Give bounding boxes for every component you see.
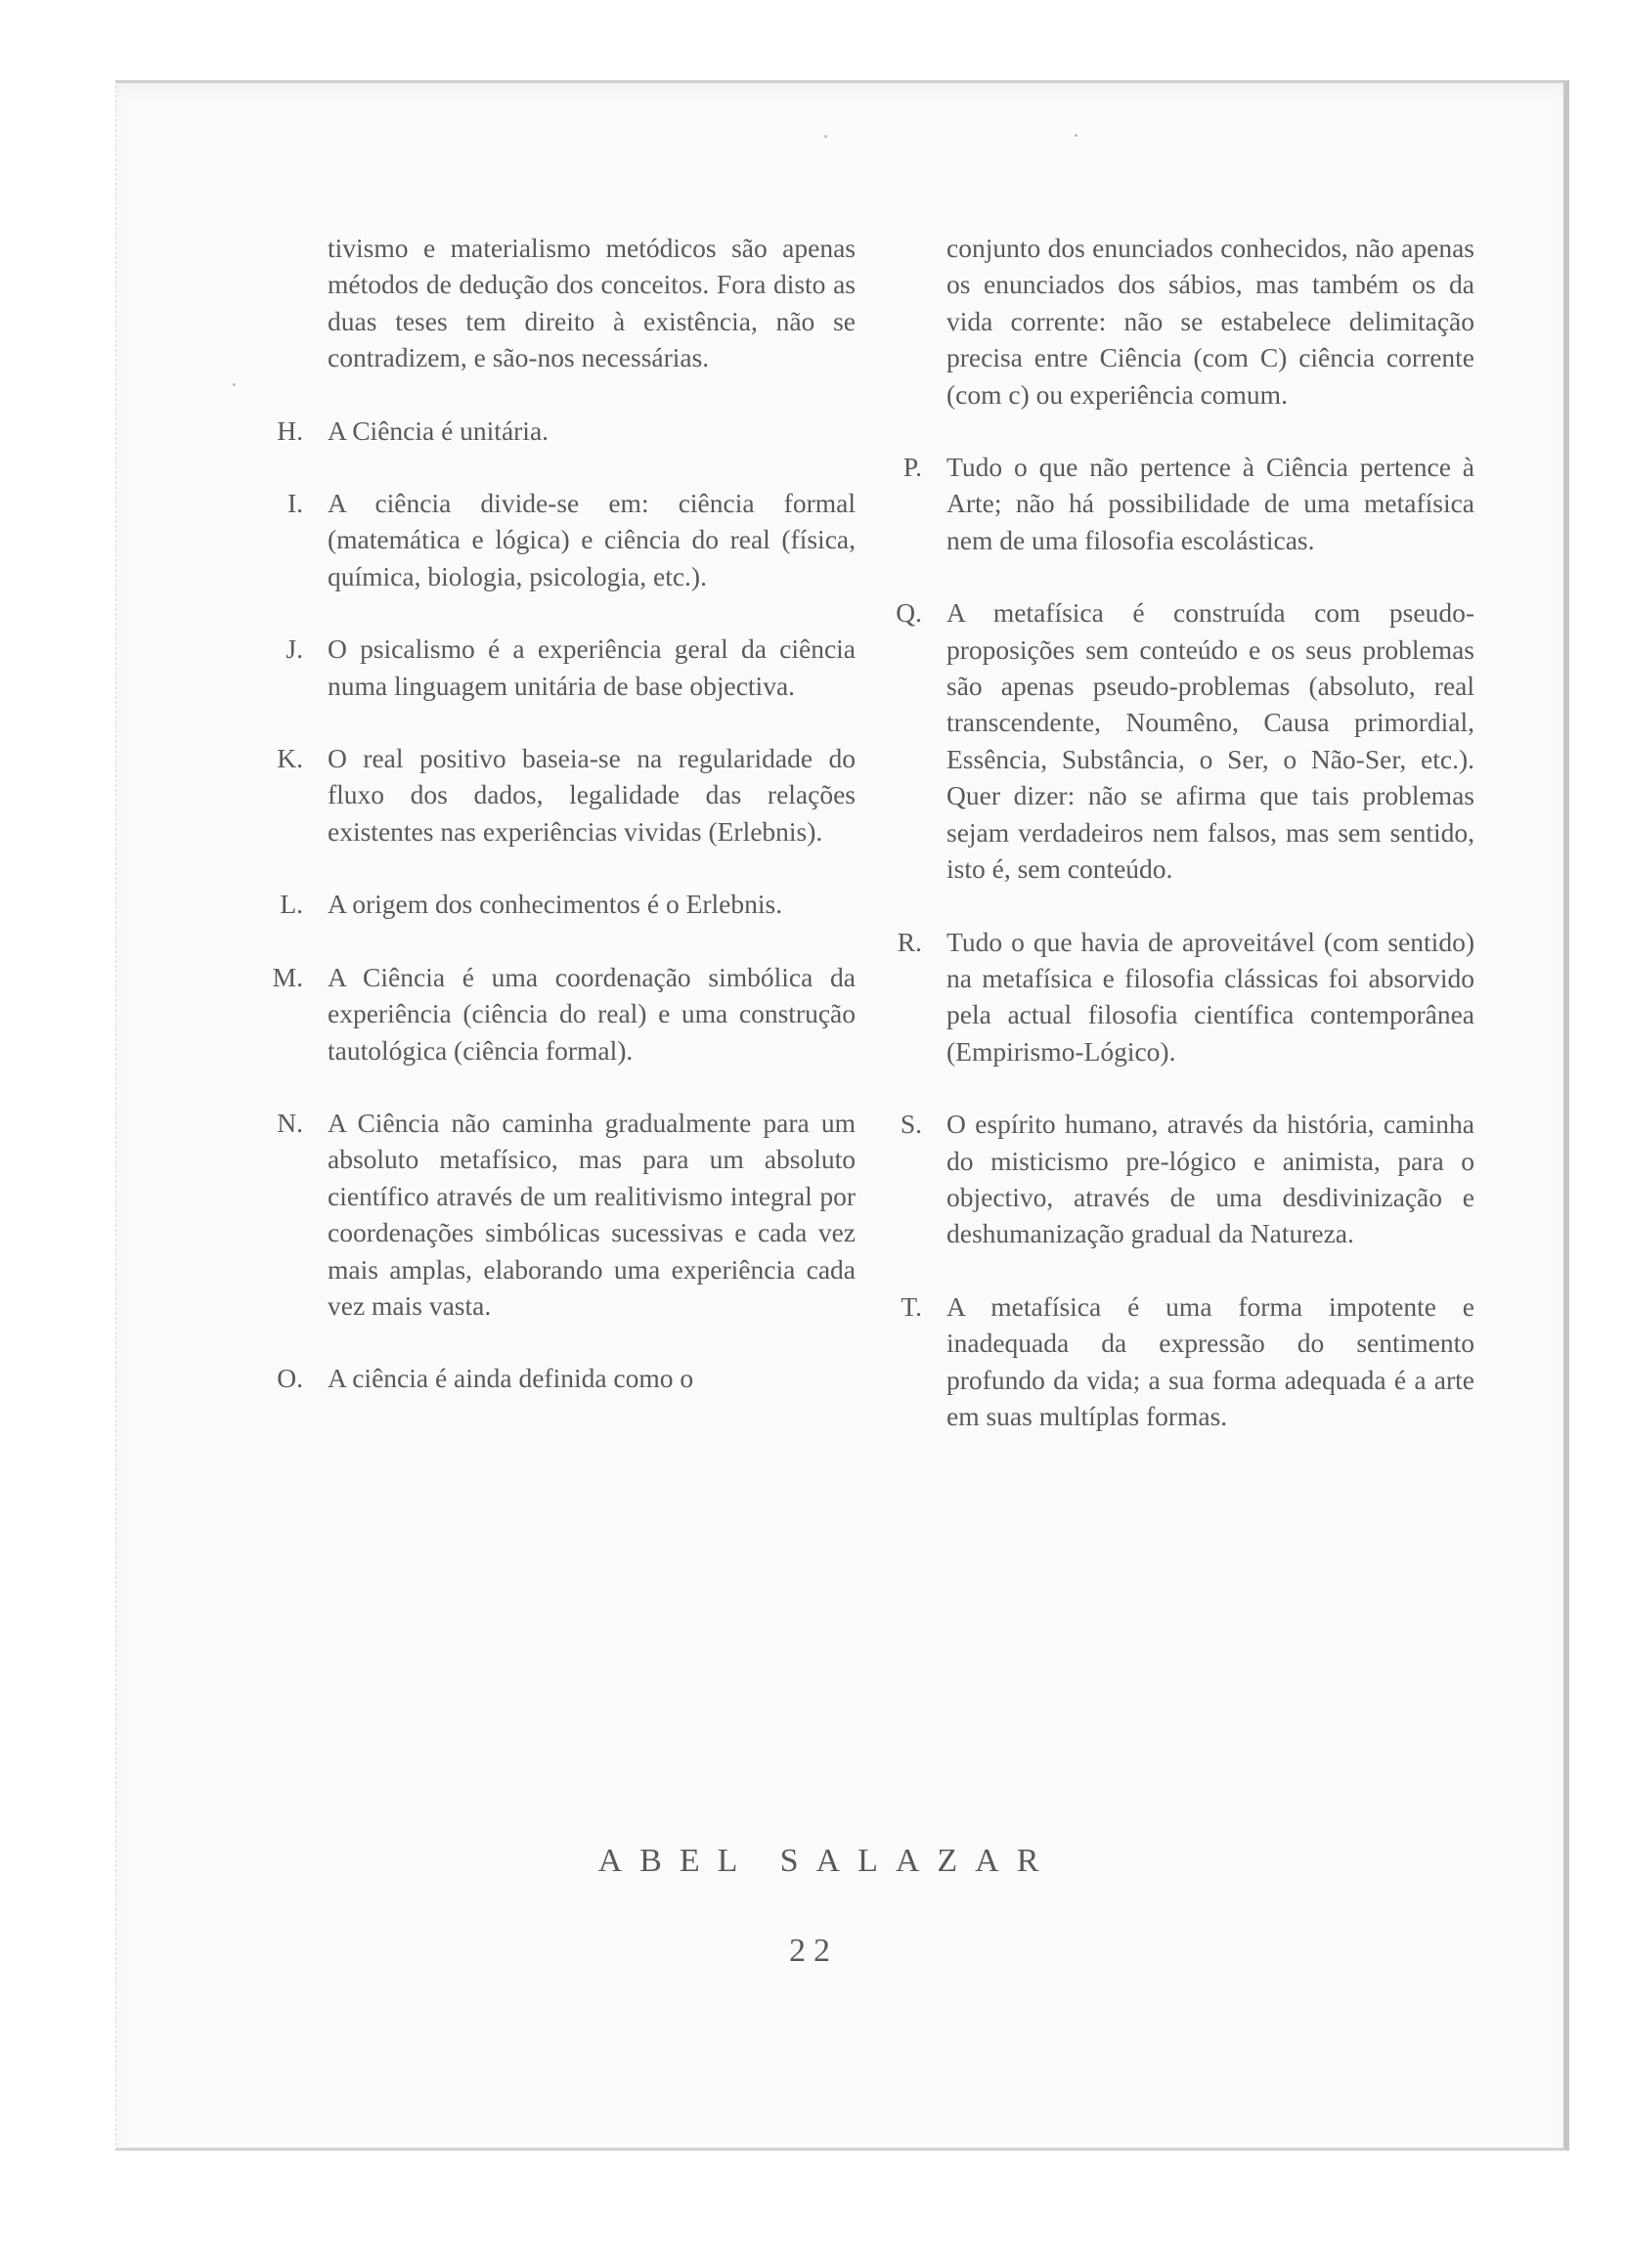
author-name: ABEL SALAZAR [597, 1843, 1057, 1879]
item-text: O espírito humano, através da história, caminha do misticismo pre-lógico e animista, para o objectivo, através de uma desdivinização e deshumanização gradual da Natureza. [946, 1109, 1474, 1249]
list-item [277, 1105, 856, 1324]
item-text: O psicalismo é a experiência geral da ciência numa linguagem unitária de base objectiva. [328, 633, 856, 701]
right-continuation-text: conjunto dos enunciados conhecidos, não apenas os enunciados dos sábios, mas também os da vida corrente: não se estabelece delimitação precisa entre Ciência (com C) ciência corrente (com c) ou experiência comum. [946, 233, 1474, 410]
item-letter: R. [897, 926, 922, 957]
item-text: A Ciência é unitária. [328, 414, 550, 446]
item-letter: N. [277, 1107, 303, 1138]
item-text: A Ciência é uma coordenação simbólica da experiência (ciência do real) e uma construção tautológica (ciência formal). [328, 961, 856, 1066]
item-letter: M. [272, 961, 303, 992]
list-item [900, 1106, 1474, 1252]
item-letter: O. [277, 1363, 303, 1394]
item-letter: P. [902, 452, 922, 483]
item-letter: S. [900, 1109, 922, 1140]
page-number: 22 [789, 1933, 838, 1969]
item-text: Tudo o que havia de aproveitável (com sentido) na metafísica e filosofia clássicas foi absorvido pela actual filosofia científica contemporânea (Empirismo-Lógico). [946, 926, 1474, 1067]
item-text: Tudo o que não pertence à Ciência pertence à Arte; não há possibilidade de uma metafísica nem de uma filosofia escolásticas. [946, 452, 1474, 555]
list-item [272, 959, 856, 1069]
item-letter: I. [286, 488, 303, 519]
item-letter: L. [280, 889, 303, 920]
item-text: O real positivo baseia-se na regularidade do fluxo dos dados, legalidade das relações existentes nas experiências vividas (Erlebnis). [328, 743, 856, 847]
item-letter: T. [901, 1290, 922, 1322]
item-letter: H. [277, 414, 303, 446]
list-item [902, 449, 1474, 558]
list-item [286, 631, 856, 704]
list-item [277, 413, 856, 449]
list-item [897, 924, 1474, 1070]
list-item [277, 1360, 856, 1396]
item-letter: J. [286, 633, 303, 665]
item-letter: Q. [896, 597, 922, 629]
left-column [272, 230, 856, 1397]
left-continuation-text: tivismo e materialismo metódicos são apenas métodos de dedução dos conceitos. Fora disto as duas teses tem direito à existência, não se contradizem, e são-nos necessárias. [328, 233, 856, 373]
paper-speck [233, 383, 236, 386]
item-text: A ciência é ainda definida como o [328, 1363, 694, 1394]
item-text: A Ciência não caminha gradualmente para um absoluto metafísico, mas para um absoluto científico através de um realitivismo integral por coordenações simbólicas sucessivas e cada vez mais amplas, elaborando uma experiência cada vez mais vasta. [328, 1107, 856, 1321]
item-text: A metafísica é uma forma impotente e inadequada da expressão do sentimento profundo da vida; a sua forma adequada é a arte em suas multíplas formas. [946, 1290, 1474, 1431]
list-item [277, 740, 856, 850]
item-letter: K. [277, 743, 303, 774]
list-item [286, 485, 856, 594]
paper-speck [824, 135, 827, 138]
right-column [896, 230, 1474, 1434]
item-text: A ciência divide-se em: ciência formal (matemática e lógica) e ciência do real (física, química, biologia, psicologia, etc.). [328, 488, 856, 591]
paper-speck [1075, 134, 1077, 137]
list-item [896, 594, 1474, 887]
list-item [901, 1288, 1474, 1435]
list-item [280, 886, 856, 922]
item-text: A origem dos conhecimentos é o Erlebnis. [328, 889, 783, 920]
item-text: A metafísica é construída com pseudo-proposições sem conteúdo e os seus problemas são apenas pseudo-problemas (absoluto, real transcendente, Noumêno, Causa primordial, Essência, Substância, o Ser, o Não-Ser, etc.). Quer dizer: não se afirma que tais problemas sejam verdadeiros nem falsos, mas sem sentido, isto é, sem conteúdo. [946, 597, 1474, 885]
